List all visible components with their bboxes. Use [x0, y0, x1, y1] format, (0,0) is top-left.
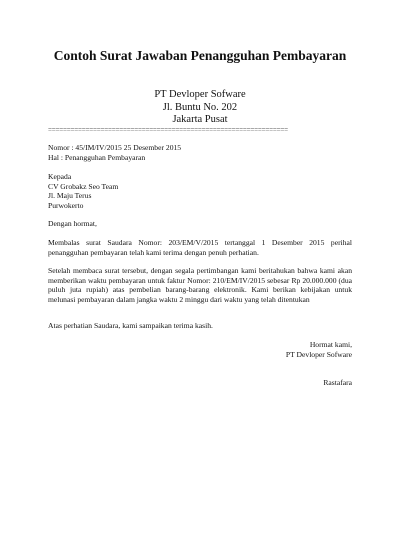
letter-number: Nomor : 45/IM/IV/2015 25 Desember 2015: [48, 143, 182, 152]
paragraph-1: Membalas surat Saudara Nomor: 203/EM/V/2015 tertanggal 1 Desember 2015 perihal penangguhan pembayaran telah kami terima dengan penuh perhatian.: [48, 238, 352, 257]
letterhead-company: PT Devloper Sofware: [154, 89, 246, 100]
recipient-name: CV Grobakz Seo Team: [48, 181, 119, 191]
letterhead-separator: ================================================================: [48, 126, 288, 134]
letterhead: [0, 89, 400, 127]
greeting: Dengan hormat,: [48, 219, 97, 228]
closing-block: [48, 340, 352, 359]
closing-company: PT Devloper Sofware: [285, 349, 352, 359]
letterhead-city: Jakarta Pusat: [172, 114, 228, 125]
signer-name: Rastafara: [323, 378, 352, 387]
recipient-city: Purwokerto: [48, 200, 84, 210]
recipient-street: Jl. Maju Terus: [48, 191, 92, 200]
recipient-block: [48, 172, 352, 210]
letter-subject: Hal : Penangguhan Pembayaran: [48, 152, 146, 162]
paragraph-2: Setelah membaca surat tersebut, dengan segala pertimbangan kami beritahukan bahwa kami akan memberikan waktu pembayaran untuk faktur Nomor: 210/EM/IV/2015 sebesar Rp 20.000.000 (dua puluh juta rupiah) atas pembelian barang-barang elektronik. Kami berikan kebijakan untuk melunasi pembayaran dalam jangka waktu 2 minggu dari waktu yang telah ditentukan: [48, 266, 352, 304]
document-title: Contoh Surat Jawaban Penangguhan Pembayaran: [53, 48, 347, 63]
closing-salutation: Hormat kami,: [309, 340, 352, 349]
letter-meta: [48, 143, 352, 162]
paragraph-3: Atas perhatian Saudara, kami sampaikan terima kasih.: [48, 321, 213, 330]
letterhead-street: Jl. Buntu No. 202: [162, 101, 238, 113]
recipient-kepada: Kepada: [48, 172, 72, 181]
